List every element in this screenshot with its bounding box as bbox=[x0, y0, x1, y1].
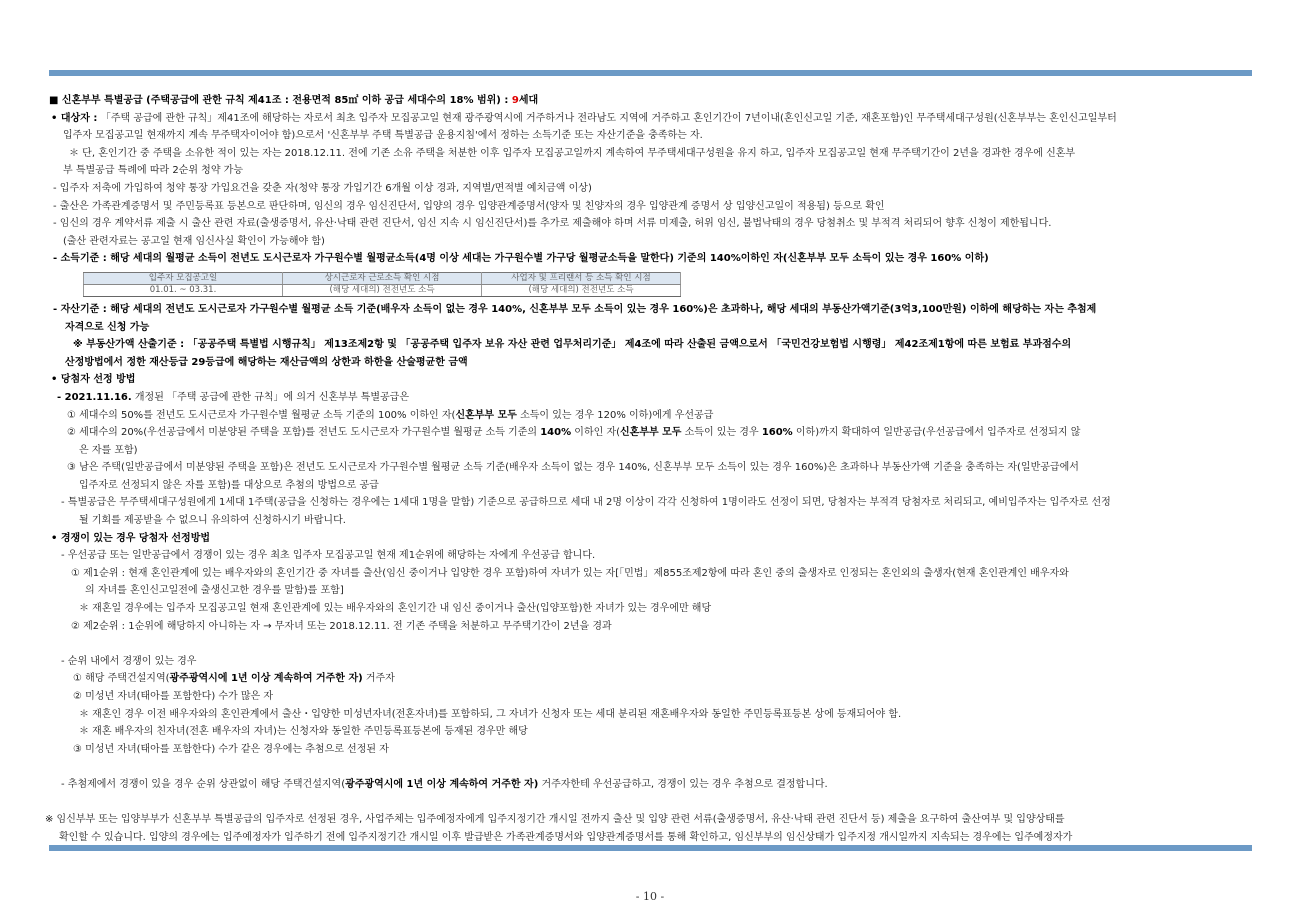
note-line: ※ 부동산가액 산출기준 : 「공공주택 특별법 시행규칙」 제13조제2항 및 「공공주택 입주자 보유 자산 관련 업무처리기준」 제4조에 따라 산출된 금액으로서 「국민건강보험법 시행령」 제42조제1항에 따른 보험료 부과점수의 bbox=[73, 339, 1072, 351]
section-title bbox=[49, 92, 1254, 110]
text-line: 자격으로 신청 가능 bbox=[65, 321, 150, 333]
text-line: - 순위 내에서 경쟁이 있는 경우 bbox=[61, 655, 197, 667]
text-line: - 입주자 저축에 가입하여 청약 통장 가입요건을 갖춘 자(청약 통장 가입기간 6개월 이상 경과, 지역별/면적별 예치금액 이상) bbox=[53, 182, 592, 194]
text-line: - 특별공급은 무주택세대구성원에게 1세대 1주택(공급을 신청하는 경우에는 1세대 1명을 말함) 기준으로 공급하므로 세대 내 2명 이상이 각각 신청하여 1명이라도 선정이 되면, 당첨자는 부적격 당첨자로 처리되고, 예비입주자는 입주자로 선정 bbox=[61, 497, 1111, 509]
text-span: 이하인 자( bbox=[571, 427, 621, 439]
text-line: 산정방법에서 정한 재산등급 29등급에 해당하는 재산금액의 상한과 하한을 산술평균한 금액 bbox=[65, 356, 468, 368]
section-title-text: ■ 신혼부부 특별공급 (주택공급에 관한 규칙 제41조 : 전용면적 85㎡ 이하 공급 세대수의 18% 범위) : bbox=[49, 95, 512, 106]
document-body bbox=[45, 92, 1254, 846]
text-line: 은 자를 포함) bbox=[79, 444, 138, 456]
text-span: 이하)까지 확대하여 일반공급(우선공급에서 입주자로 선정되지 않 bbox=[792, 427, 1081, 439]
text-line bbox=[49, 389, 1254, 407]
table-cell: (해당 세대의) 전전년도 소득 bbox=[482, 284, 681, 296]
text-line: - 우선공급 또는 일반공급에서 경쟁이 있는 경우 최초 입주자 모집공고일 현재 제1순위에 해당하는 자에게 우선공급 합니다. bbox=[61, 550, 596, 562]
table-header-cell: 입주자 모집공고일 bbox=[84, 272, 283, 284]
note-line: ＊ 재혼일 경우에는 입주자 모집공고일 현재 혼인관계에 있는 배우자와의 혼인기간 내 임신 중이거나 출산(입양포함)한 자녀가 있는 경우에만 해당 bbox=[79, 603, 712, 615]
text-line: 될 기회를 제공받을 수 없으니 유의하여 신청하시기 바랍니다. bbox=[79, 515, 346, 527]
text-span: 거주자 bbox=[362, 673, 395, 685]
text-line: 의 자녀를 혼인신고일전에 출생신고한 경우를 말함)를 포함] bbox=[85, 585, 344, 597]
eligibility-label: • 대상자 : bbox=[51, 112, 101, 124]
text-line: (출산 관련자료는 공고일 현재 임신사실 확인이 가능해야 함) bbox=[63, 235, 325, 247]
supply-unit: 세대 bbox=[518, 95, 539, 106]
note-line: ＊ 재혼인 경우 이전 배우자와의 혼인관계에서 출산・입양한 미성년자녀(전혼자녀)를 포함하되, 그 자녀가 신청자 또는 세대 분리된 재혼배우자와 동일한 주민등록표등본 상에 등재되어야 함. bbox=[79, 708, 902, 720]
footnote-line: ※ 임신부부 또는 입양부부가 신혼부부 특별공급의 입주자로 선정된 경우, 사업주체는 입주예정자에게 입주지정기간 개시일 전까지 출산 및 입양 관련 서류(출생증명서, 유산·낙태 관련 진단서 등) 제출을 요구하여 출산여부 및 입양상태를 bbox=[45, 814, 1065, 826]
text-span: 신혼부부 모두 bbox=[620, 427, 682, 439]
revision-date: - 2021.11.16. bbox=[57, 391, 132, 403]
list-item: ② 미성년 자녀(태아를 포함한다) 수가 많은 자 bbox=[73, 691, 274, 702]
list-item bbox=[49, 670, 1254, 688]
text-span: 광주광역시에 1년 이상 계속하여 거주한 자) bbox=[169, 673, 363, 685]
supply-count: 9 bbox=[511, 95, 519, 106]
footnote-line: 확인할 수 있습니다. 입양의 경우에는 입주예정자가 입주하기 전에 입주지정기간 개시일 이후 발급받은 가족관계증명서와 입양관계증명서를 통해 확인하고, 임신부부의 임신상태가 입주지정 개시일까지 지속되는 경우에는 입주예정자가 bbox=[59, 831, 1073, 843]
subsection-heading: • 당첨자 선정 방법 bbox=[51, 374, 136, 386]
top-rule bbox=[49, 70, 1252, 76]
table-header-cell: 사업자 및 프리랜서 등 소득 확인 시점 bbox=[482, 272, 681, 284]
income-table bbox=[83, 272, 681, 297]
note-line: ＊ 재혼 배우자의 친자녀(전혼 배우자의 자녀)는 신청자와 동일한 주민등록표등본에 등재된 경우만 해당 bbox=[79, 726, 528, 738]
text-span: 160% bbox=[761, 427, 793, 439]
text-span: ② 세대수의 20%(우선공급에서 미분양된 주택을 포함)를 전년도 도시근로자 가구원수별 월평균 소득 기준의 bbox=[67, 427, 541, 439]
eligibility-line bbox=[49, 110, 1254, 128]
text-span: 소득이 있는 경우 120% 이하)에게 우선공급 bbox=[516, 409, 714, 421]
list-item: ③ 남은 주택(일반공급에서 미분양된 주택을 포함)은 전년도 도시근로자 가구원수별 월평균 소득 기준(배우자 소득이 없는 경우 140%, 신혼부부 모두 소득이 있는 경우 160%)은 초과하나 부동산가액 기준을 충족하는 자(일반공급에서 bbox=[67, 462, 1079, 474]
list-item: ① 제1순위 : 현재 혼인관계에 있는 배우자와의 혼인기간 중 자녀를 출산(임신 중이거나 입양한 경우 포함)하여 자녀가 있는 자[「민법」제855조제2항에 따라 혼인 중의 출생자로 인정되는 혼인외의 출생자(현재 혼인관계인 배우자와 bbox=[71, 567, 1069, 579]
note-line: ＊ 단, 혼인기간 중 주택을 소유한 적이 있는 자는 2018.12.11. 전에 기존 소유 주택을 처분한 이후 입주자 모집공고일까지 계속하여 무주택세대구성원을 유지 하고, 입주자 모집공고일 현재 무주택기간이 2년을 경과한 경우에 신혼부 bbox=[69, 147, 1076, 159]
income-table-header bbox=[84, 272, 681, 284]
table-header-cell: 상시근로자 근로소득 확인 시점 bbox=[283, 272, 482, 284]
list-item bbox=[49, 407, 1254, 425]
table-row bbox=[84, 284, 681, 296]
text-span: ① 세대수의 50%를 전년도 도시근로자 가구원수별 월평균 소득 기준의 100% 이하인 자( bbox=[67, 409, 456, 421]
text-line: 부 특별공급 특례에 따라 2순위 청약 가능 bbox=[63, 165, 243, 177]
subsection-heading: • 경쟁이 있는 경우 당첨자 선정방법 bbox=[51, 532, 211, 544]
list-item: ② 제2순위 : 1순위에 해당하지 아니하는 자 → 무자녀 또는 2018.12.11. 전 기존 주택을 처분하고 무주택기간이 2년을 경과 bbox=[71, 620, 612, 632]
text-span: 140% bbox=[540, 427, 572, 439]
text-line: - 출산은 가족관계증명서 및 주민등록표 등본으로 판단하며, 임신의 경우 임신진단서, 입양의 경우 입양관계증명서(양자 및 친양자의 경우 입양관계 증명서 상 입양신고일이 적용됨) 등으로 확인 bbox=[53, 200, 885, 212]
text-span: - 추첨제에서 경쟁이 있을 경우 순위 상관없이 해당 주택건설지역( bbox=[61, 778, 346, 790]
text-line: 입주자로 선정되지 않은 자를 포함)를 대상으로 추첨의 방법으로 공급 bbox=[79, 479, 379, 491]
text-span: 광주광역시에 1년 이상 계속하여 거주한 자) bbox=[345, 778, 539, 790]
eligibility-text: 「주택 공급에 관한 규칙」제41조에 해당하는 자로서 최초 입주자 모집공고일 현재 광주광역시에 거주하거나 전라남도 지역에 거주하고 혼인기간이 7년이내(혼인신고일 기준, 재혼포함)인 무주택세대구성원(신혼부부는 혼인신고일부터 bbox=[100, 112, 1117, 124]
page-number: - 10 - bbox=[635, 890, 665, 903]
income-criteria: - 소득기준 : 해당 세대의 월평균 소득이 전년도 도시근로자 가구원수별 월평균소득(4명 이상 세대는 가구원수별 가구당 월평균소득을 말한다) 기준의 140%이하인 자(신혼부부 모두 소득이 있는 경우 160% 이하) bbox=[53, 253, 989, 265]
bottom-rule bbox=[49, 845, 1252, 851]
text-line: 입주자 모집공고일 현재까지 계속 무주택자이어야 함)으로서 '신혼부부 주택 특별공급 운용지침'에서 정하는 소득기준 또는 자산기준을 충족하는 자. bbox=[63, 130, 703, 142]
text-line bbox=[49, 776, 1254, 794]
list-item: ③ 미성년 자녀(태아를 포함한다) 수가 같은 경우에는 추첨으로 선정된 자 bbox=[73, 743, 389, 755]
text-span: 개정된 「주택 공급에 관한 규칙」에 의거 신혼부부 특별공급은 bbox=[131, 391, 409, 403]
text-span: ① 해당 주택건설지역( bbox=[73, 673, 170, 685]
asset-criteria: - 자산기준 : 해당 세대의 전년도 도시근로자 가구원수별 월평균 소득 기준(배우자 소득이 없는 경우 140%, 신혼부부 모두 소득이 있는 경우 160%)은 초과하나, 해당 세대의 부동산가액기준(3억3,100만원) 이하에 해당하는 자는 추첨제 bbox=[53, 303, 1097, 315]
text-span: 신혼부부 모두 bbox=[455, 409, 517, 421]
table-cell: 01.01. ~ 03.31. bbox=[84, 284, 283, 296]
text-span: 소득이 있는 경우 bbox=[681, 427, 762, 439]
text-span: 거주자한테 우선공급하고, 경쟁이 있는 경우 추첨으로 결정합니다. bbox=[538, 778, 828, 790]
list-item bbox=[49, 424, 1254, 442]
table-cell: (해당 세대의) 전전년도 소득 bbox=[283, 284, 482, 296]
text-line: - 임신의 경우 계약서류 제출 시 출산 관련 자료(출생증명서, 유산·낙태 관련 진단서, 임신 지속 시 임신진단서)를 추가로 제출해야 하며 서류 미제출, 허위 임신, 불법낙태의 경우 당첨취소 및 부적격 처리되어 향후 신청이 제한됩니다. bbox=[53, 218, 1052, 230]
